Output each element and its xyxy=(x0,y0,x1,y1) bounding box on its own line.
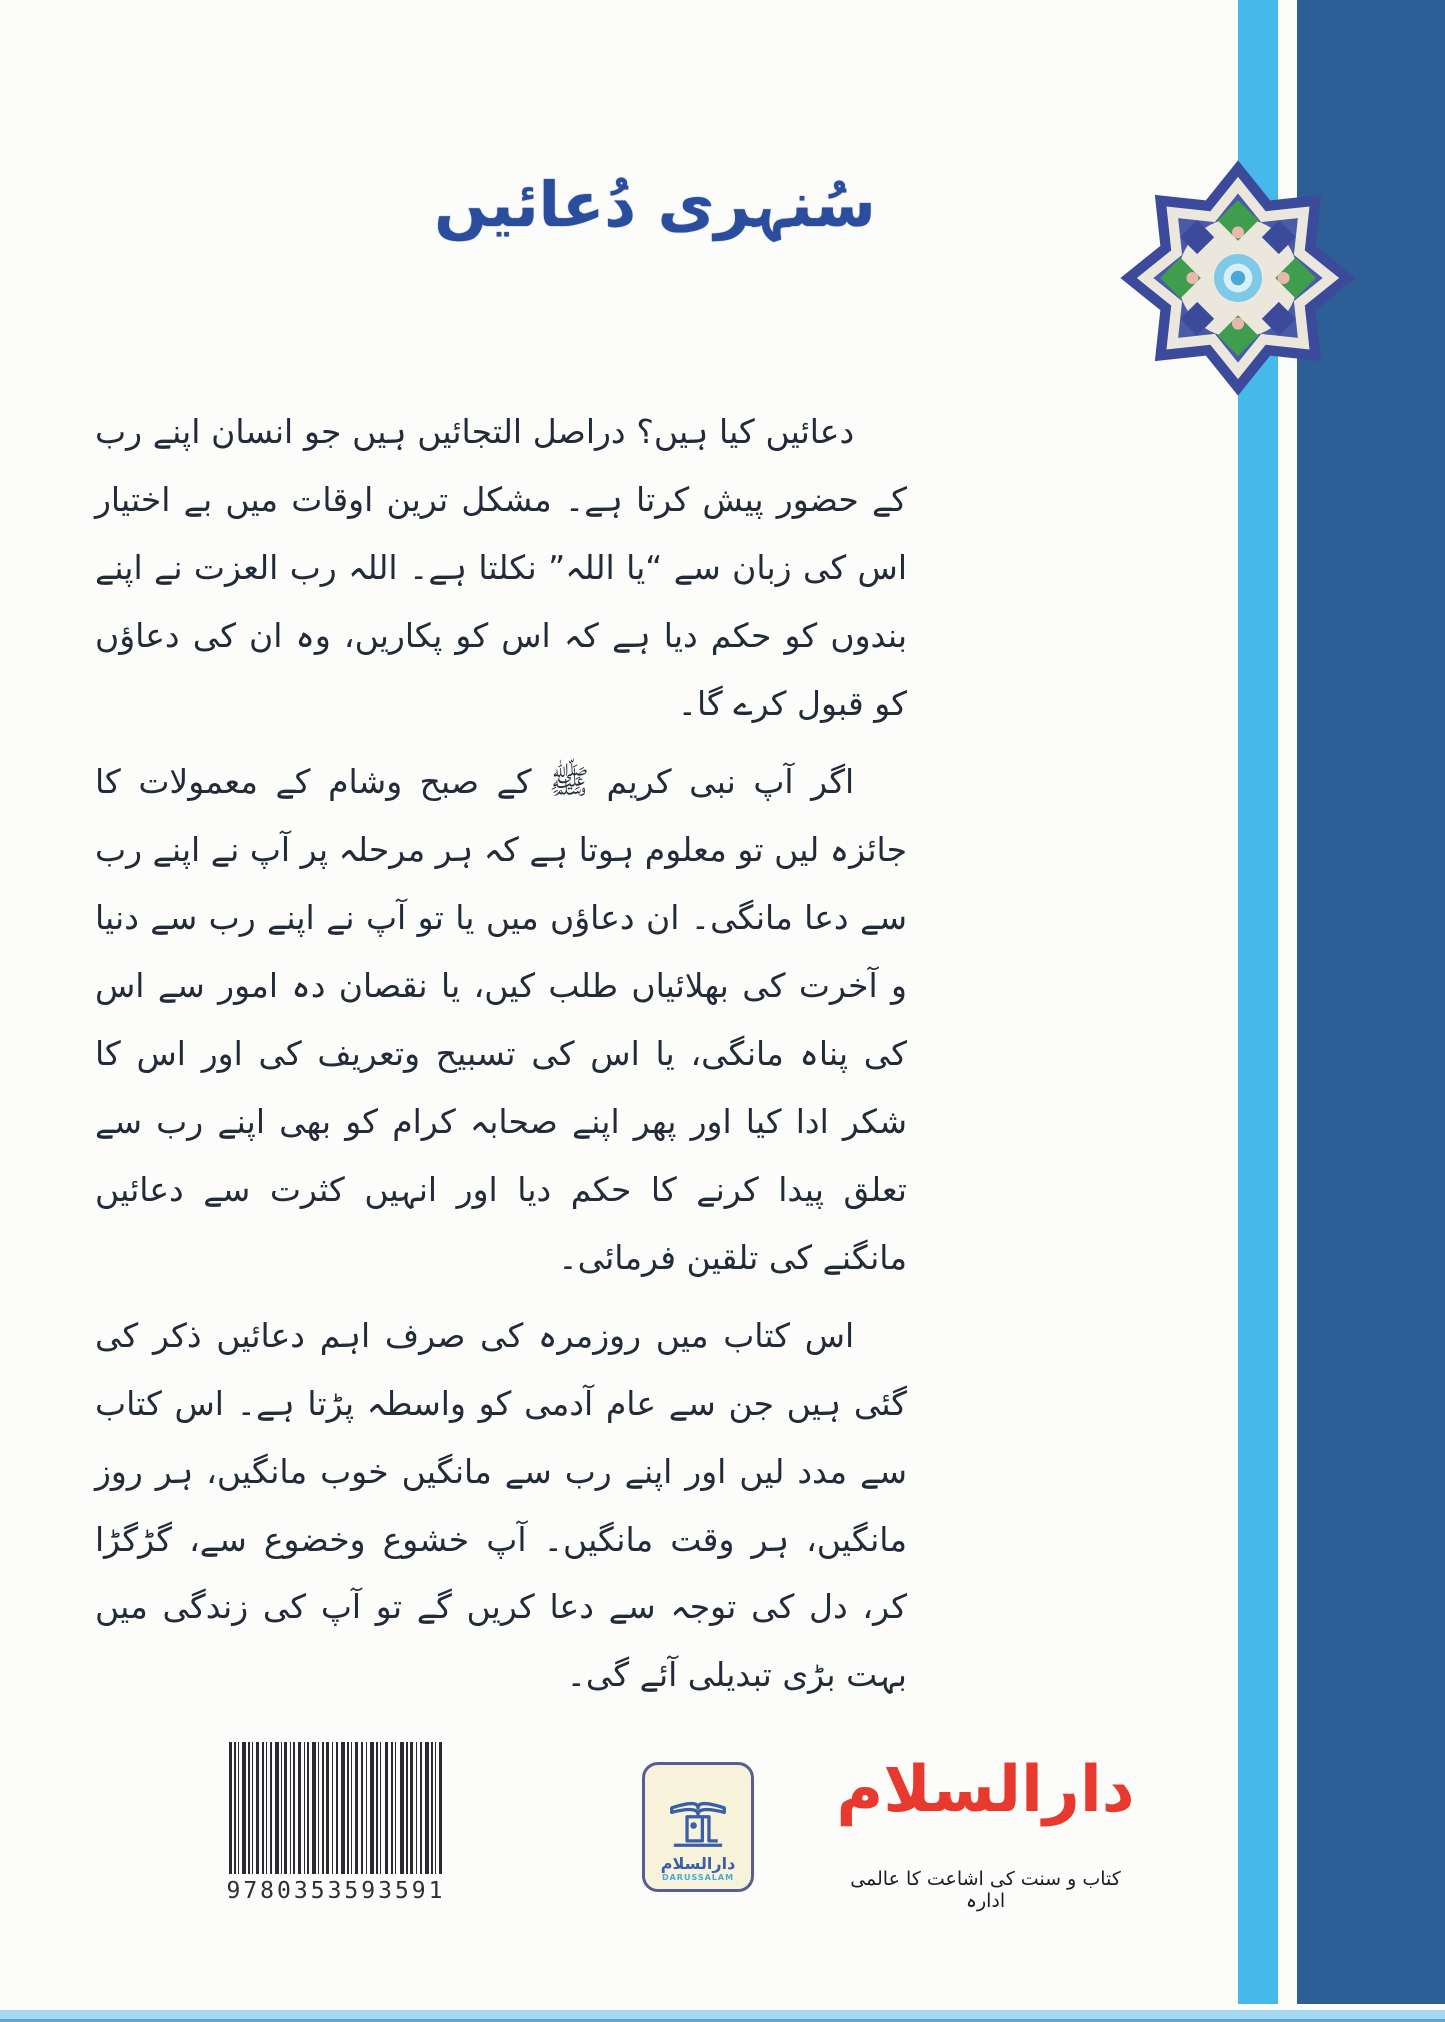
emblem-latin-label: DARUSSALAM xyxy=(661,1872,735,1882)
publisher-wordmark: دارالسلام xyxy=(836,1753,1135,1827)
paragraph-1: دعائیں کیا ہیں؟ دراصل التجائیں ہیں جو انسان اپنے رب کے حضور پیش کرتا ہے۔ مشکل ترین اوقات میں بے اختیار اس کی زبان سے “یا اللہ” نکلتا ہے۔ اللہ رب العزت نے اپنے بندوں کو حکم دیا ہے کہ اس کو پکاریں، وہ ان کی دعاؤں کو قبول کرے گا۔ xyxy=(95,412,907,723)
book-title: سُنہری دُعائیں xyxy=(434,168,876,241)
paragraph-2: اگر آپ نبی کریم ﷺ کے صبح وشام کے معمولات کا جائزہ لیں تو معلوم ہوتا ہے کہ ہر مرحلہ پر آپ نے اپنے رب سے دعا مانگی۔ ان دعاؤں میں یا تو آپ نے اپنے رب سے دنیا و آخرت کی بھلائیاں طلب کیں، یا نقصان دہ امور سے اس کی پناہ مانگی، یا اس کی تسبیح وتعریف کی اور اس کا شکر ادا کیا اور پھر اپنے صحابہ کرام کو بھی اپنے رب سے تعلق پیدا کرنے کا حکم دیا اور انہیں کثرت سے دعائیں مانگنے کی تلقین فرمائی۔ xyxy=(95,761,907,1277)
barcode-bars-icon xyxy=(229,1742,444,1874)
islamic-star-medallion-icon xyxy=(1118,158,1358,398)
emblem-arabic-label: دارالسلام xyxy=(660,1853,736,1873)
isbn-barcode xyxy=(226,1742,446,1904)
publisher-tagline: کتاب و سنت کی اشاعت کا عالمی ادارہ xyxy=(850,1868,1121,1912)
publisher-emblem xyxy=(642,1762,754,1892)
isbn-number: 9780353593591 xyxy=(226,1878,446,1904)
back-cover-blurb xyxy=(95,398,907,1719)
paragraph-3: اس کتاب میں روزمرہ کی صرف اہم دعائیں ذکر کی گئی ہیں جن سے عام آدمی کو واسطہ پڑتا ہے۔ اس کتاب سے مدد لیں اور اپنے رب سے مانگیں خوب مانگیں، ہر روز مانگیں، ہر وقت مانگیں۔ آپ خشوع وخضوع سے، گڑگڑا کر، دل کی توجہ سے دعا کریں گے تو آپ کی زندگی میں بہت بڑی تبدیلی آئے گی۔ xyxy=(95,1315,907,1695)
quran-minaret-icon xyxy=(665,1797,731,1854)
